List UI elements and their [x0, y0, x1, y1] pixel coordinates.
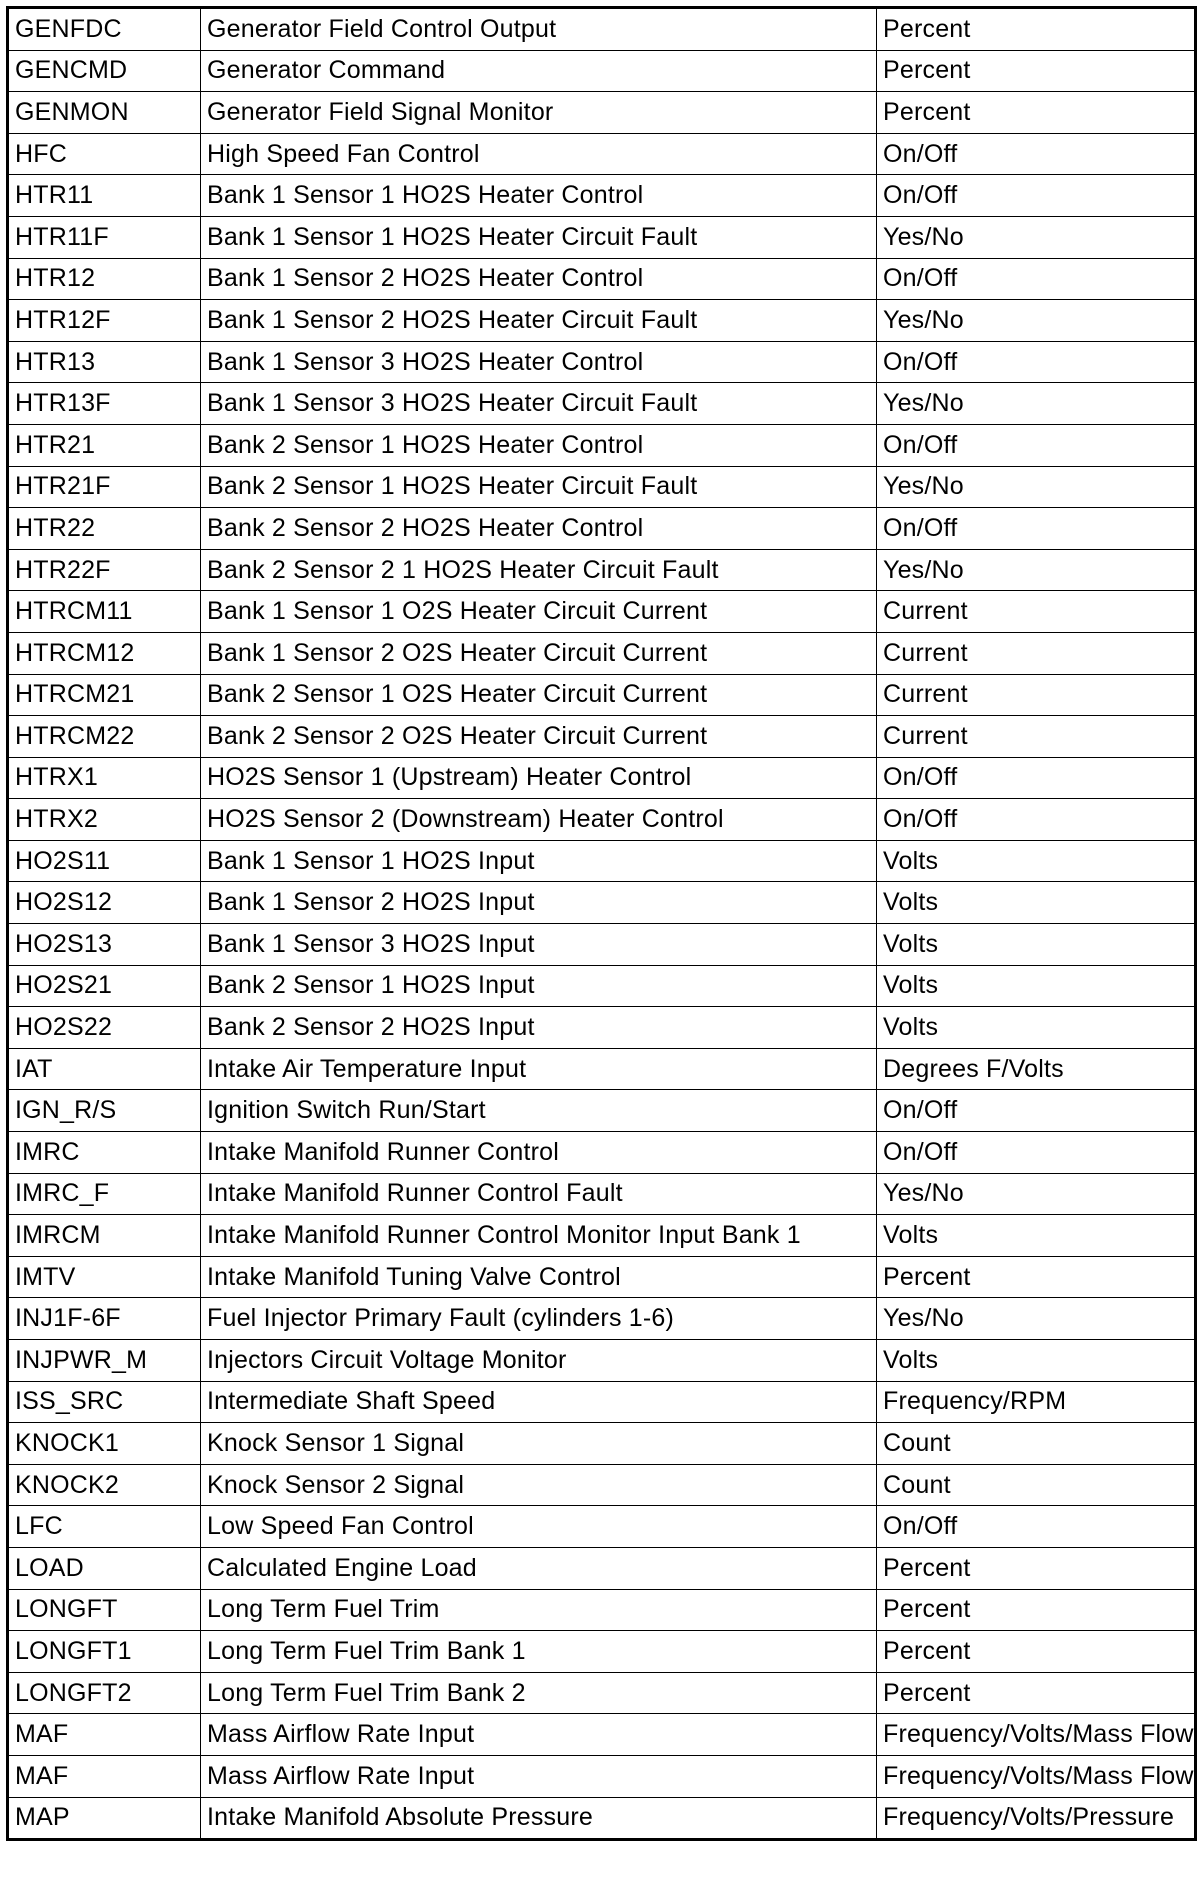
pid-unit-cell: On/Off: [877, 424, 1196, 466]
pid-description-cell: Bank 2 Sensor 2 HO2S Heater Control: [201, 508, 877, 550]
pid-unit-cell: Yes/No: [877, 383, 1196, 425]
table-row: [8, 1381, 1196, 1423]
pid-unit-cell: Percent: [877, 1547, 1196, 1589]
table-row: [8, 1132, 1196, 1174]
pid-acronym-cell: IGN_R/S: [8, 1090, 201, 1132]
pid-description-cell: Intake Manifold Runner Control Fault: [201, 1173, 877, 1215]
pid-unit-cell: Volts: [877, 1215, 1196, 1257]
pid-description-cell: Intake Manifold Tuning Valve Control: [201, 1256, 877, 1298]
table-row: [8, 8, 1196, 51]
table-row: [8, 1506, 1196, 1548]
table-row: [8, 716, 1196, 758]
pid-unit-cell: Volts: [877, 965, 1196, 1007]
table-row: [8, 924, 1196, 966]
pid-acronym-cell: HTRCM22: [8, 716, 201, 758]
pid-description-cell: Knock Sensor 1 Signal: [201, 1423, 877, 1465]
pid-description-cell: Generator Field Signal Monitor: [201, 92, 877, 134]
pid-unit-cell: Count: [877, 1423, 1196, 1465]
table-row: [8, 757, 1196, 799]
pid-description-cell: Bank 1 Sensor 2 HO2S Heater Control: [201, 258, 877, 300]
pid-unit-cell: Frequency/Volts/Pressure: [877, 1797, 1196, 1840]
pid-unit-cell: Count: [877, 1464, 1196, 1506]
pid-acronym-cell: HO2S11: [8, 840, 201, 882]
pid-acronym-cell: MAF: [8, 1714, 201, 1756]
pid-description-cell: Fuel Injector Primary Fault (cylinders 1-6): [201, 1298, 877, 1340]
pid-unit-cell: Yes/No: [877, 300, 1196, 342]
pid-description-cell: Bank 1 Sensor 2 HO2S Heater Circuit Fault: [201, 300, 877, 342]
pid-acronym-cell: HTR22: [8, 508, 201, 550]
pid-description-cell: Long Term Fuel Trim: [201, 1589, 877, 1631]
pid-description-cell: Generator Field Control Output: [201, 8, 877, 51]
table-row: [8, 216, 1196, 258]
table-row: [8, 1256, 1196, 1298]
pid-acronym-cell: LONGFT1: [8, 1631, 201, 1673]
table-row: [8, 1090, 1196, 1132]
table-row: [8, 466, 1196, 508]
pid-description-cell: Bank 1 Sensor 3 HO2S Heater Control: [201, 341, 877, 383]
pid-description-cell: HO2S Sensor 1 (Upstream) Heater Control: [201, 757, 877, 799]
table-row: [8, 50, 1196, 92]
pid-acronym-cell: HTR22F: [8, 549, 201, 591]
table-row: [8, 591, 1196, 633]
pid-description-cell: Bank 1 Sensor 1 O2S Heater Circuit Current: [201, 591, 877, 633]
table-row: [8, 1423, 1196, 1465]
pid-acronym-cell: HTR11F: [8, 216, 201, 258]
pid-unit-cell: On/Off: [877, 799, 1196, 841]
table-row: [8, 1589, 1196, 1631]
table-row: [8, 383, 1196, 425]
pid-description-cell: Long Term Fuel Trim Bank 2: [201, 1672, 877, 1714]
pid-description-cell: Bank 1 Sensor 2 O2S Heater Circuit Current: [201, 632, 877, 674]
table-row: [8, 175, 1196, 217]
pid-acronym-cell: LOAD: [8, 1547, 201, 1589]
pid-description-cell: Bank 1 Sensor 2 HO2S Input: [201, 882, 877, 924]
pid-description-cell: Injectors Circuit Voltage Monitor: [201, 1340, 877, 1382]
pid-description-cell: Bank 2 Sensor 2 HO2S Input: [201, 1007, 877, 1049]
pid-unit-cell: On/Off: [877, 757, 1196, 799]
pid-unit-cell: On/Off: [877, 341, 1196, 383]
pid-unit-cell: Yes/No: [877, 466, 1196, 508]
pid-description-cell: Intake Manifold Runner Control Monitor Input Bank 1: [201, 1215, 877, 1257]
pid-acronym-cell: HTR12F: [8, 300, 201, 342]
table-row: [8, 965, 1196, 1007]
table-row: [8, 424, 1196, 466]
pid-unit-cell: Percent: [877, 8, 1196, 51]
pid-unit-cell: Yes/No: [877, 1298, 1196, 1340]
table-row: [8, 341, 1196, 383]
pid-unit-cell: Percent: [877, 1589, 1196, 1631]
table-row: [8, 840, 1196, 882]
pid-description-cell: Bank 2 Sensor 1 HO2S Input: [201, 965, 877, 1007]
table-row: [8, 92, 1196, 134]
table-row: [8, 1007, 1196, 1049]
pid-acronym-cell: HTR13F: [8, 383, 201, 425]
table-row: [8, 882, 1196, 924]
table-row: [8, 1048, 1196, 1090]
pid-description-cell: Bank 2 Sensor 2 O2S Heater Circuit Current: [201, 716, 877, 758]
pid-acronym-cell: HO2S22: [8, 1007, 201, 1049]
table-row: [8, 1340, 1196, 1382]
pid-acronym-cell: HTR21F: [8, 466, 201, 508]
pid-unit-cell: Frequency/RPM: [877, 1381, 1196, 1423]
table-row: [8, 1672, 1196, 1714]
table-row: [8, 508, 1196, 550]
table-row: [8, 1298, 1196, 1340]
table-row: [8, 1631, 1196, 1673]
pid-acronym-cell: GENFDC: [8, 8, 201, 51]
pid-acronym-cell: HO2S12: [8, 882, 201, 924]
pid-unit-cell: Yes/No: [877, 1173, 1196, 1215]
pid-acronym-cell: INJ1F-6F: [8, 1298, 201, 1340]
table-row: [8, 258, 1196, 300]
table-row: [8, 1464, 1196, 1506]
pid-description-cell: Bank 2 Sensor 2 1 HO2S Heater Circuit Fault: [201, 549, 877, 591]
pid-description-cell: Long Term Fuel Trim Bank 1: [201, 1631, 877, 1673]
pid-acronym-cell: KNOCK1: [8, 1423, 201, 1465]
table-row: [8, 1173, 1196, 1215]
pid-acronym-cell: KNOCK2: [8, 1464, 201, 1506]
pid-description-cell: Intake Air Temperature Input: [201, 1048, 877, 1090]
pid-description-cell: Intermediate Shaft Speed: [201, 1381, 877, 1423]
pid-acronym-cell: HO2S13: [8, 924, 201, 966]
pid-unit-cell: On/Off: [877, 1132, 1196, 1174]
pid-description-cell: Bank 2 Sensor 1 HO2S Heater Control: [201, 424, 877, 466]
pid-acronym-cell: IMRCM: [8, 1215, 201, 1257]
pid-description-cell: Bank 2 Sensor 1 HO2S Heater Circuit Fault: [201, 466, 877, 508]
pid-acronym-cell: HTRCM12: [8, 632, 201, 674]
pid-acronym-cell: IMRC_F: [8, 1173, 201, 1215]
table-row: [8, 1797, 1196, 1840]
pid-description-cell: Bank 2 Sensor 1 O2S Heater Circuit Current: [201, 674, 877, 716]
table-row: [8, 1755, 1196, 1797]
pid-description-cell: Intake Manifold Absolute Pressure: [201, 1797, 877, 1840]
pid-description-cell: Bank 1 Sensor 3 HO2S Heater Circuit Fault: [201, 383, 877, 425]
pid-definition-table: [6, 6, 1197, 1841]
pid-unit-cell: Volts: [877, 882, 1196, 924]
pid-unit-cell: Current: [877, 716, 1196, 758]
pid-description-cell: Bank 1 Sensor 1 HO2S Input: [201, 840, 877, 882]
pid-description-cell: HO2S Sensor 2 (Downstream) Heater Control: [201, 799, 877, 841]
pid-description-cell: Generator Command: [201, 50, 877, 92]
pid-acronym-cell: LONGFT2: [8, 1672, 201, 1714]
pid-acronym-cell: GENCMD: [8, 50, 201, 92]
pid-acronym-cell: INJPWR_M: [8, 1340, 201, 1382]
pid-description-cell: Mass Airflow Rate Input: [201, 1755, 877, 1797]
pid-unit-cell: Volts: [877, 924, 1196, 966]
pid-description-cell: Calculated Engine Load: [201, 1547, 877, 1589]
pid-description-cell: Knock Sensor 2 Signal: [201, 1464, 877, 1506]
pid-description-cell: Low Speed Fan Control: [201, 1506, 877, 1548]
pid-acronym-cell: HTR13: [8, 341, 201, 383]
pid-acronym-cell: HTR12: [8, 258, 201, 300]
pid-unit-cell: Current: [877, 674, 1196, 716]
pid-acronym-cell: HTR21: [8, 424, 201, 466]
pid-acronym-cell: LONGFT: [8, 1589, 201, 1631]
pid-unit-cell: On/Off: [877, 133, 1196, 175]
pid-unit-cell: On/Off: [877, 175, 1196, 217]
pid-unit-cell: Percent: [877, 92, 1196, 134]
pid-acronym-cell: IMTV: [8, 1256, 201, 1298]
pid-unit-cell: Volts: [877, 840, 1196, 882]
pid-acronym-cell: HTRX1: [8, 757, 201, 799]
pid-unit-cell: Percent: [877, 1672, 1196, 1714]
pid-unit-cell: On/Off: [877, 508, 1196, 550]
pid-unit-cell: Volts: [877, 1340, 1196, 1382]
pid-unit-cell: Percent: [877, 50, 1196, 92]
pid-acronym-cell: MAF: [8, 1755, 201, 1797]
pid-description-cell: Ignition Switch Run/Start: [201, 1090, 877, 1132]
pid-description-cell: High Speed Fan Control: [201, 133, 877, 175]
pid-acronym-cell: GENMON: [8, 92, 201, 134]
table-row: [8, 300, 1196, 342]
pid-table-body: [8, 8, 1196, 1840]
pid-unit-cell: Frequency/Volts/Mass Flow: [877, 1755, 1196, 1797]
pid-acronym-cell: LFC: [8, 1506, 201, 1548]
pid-acronym-cell: HTRCM11: [8, 591, 201, 633]
pid-description-cell: Bank 1 Sensor 1 HO2S Heater Circuit Fault: [201, 216, 877, 258]
table-row: [8, 133, 1196, 175]
table-row: [8, 1714, 1196, 1756]
pid-description-cell: Bank 1 Sensor 1 HO2S Heater Control: [201, 175, 877, 217]
pid-unit-cell: On/Off: [877, 1506, 1196, 1548]
pid-acronym-cell: HFC: [8, 133, 201, 175]
pid-unit-cell: Yes/No: [877, 216, 1196, 258]
pid-unit-cell: Yes/No: [877, 549, 1196, 591]
pid-unit-cell: Frequency/Volts/Mass Flow: [877, 1714, 1196, 1756]
pid-description-cell: Intake Manifold Runner Control: [201, 1132, 877, 1174]
pid-acronym-cell: IAT: [8, 1048, 201, 1090]
pid-description-cell: Bank 1 Sensor 3 HO2S Input: [201, 924, 877, 966]
pid-unit-cell: Volts: [877, 1007, 1196, 1049]
table-row: [8, 632, 1196, 674]
pid-unit-cell: Current: [877, 591, 1196, 633]
table-row: [8, 1215, 1196, 1257]
pid-acronym-cell: HTR11: [8, 175, 201, 217]
table-row: [8, 549, 1196, 591]
pid-acronym-cell: IMRC: [8, 1132, 201, 1174]
pid-unit-cell: Degrees F/Volts: [877, 1048, 1196, 1090]
table-row: [8, 674, 1196, 716]
pid-description-cell: Mass Airflow Rate Input: [201, 1714, 877, 1756]
pid-acronym-cell: HO2S21: [8, 965, 201, 1007]
pid-acronym-cell: HTRCM21: [8, 674, 201, 716]
pid-acronym-cell: MAP: [8, 1797, 201, 1840]
pid-unit-cell: On/Off: [877, 258, 1196, 300]
table-row: [8, 799, 1196, 841]
pid-unit-cell: Percent: [877, 1256, 1196, 1298]
pid-unit-cell: Percent: [877, 1631, 1196, 1673]
pid-acronym-cell: HTRX2: [8, 799, 201, 841]
table-row: [8, 1547, 1196, 1589]
pid-acronym-cell: ISS_SRC: [8, 1381, 201, 1423]
pid-unit-cell: Current: [877, 632, 1196, 674]
pid-unit-cell: On/Off: [877, 1090, 1196, 1132]
